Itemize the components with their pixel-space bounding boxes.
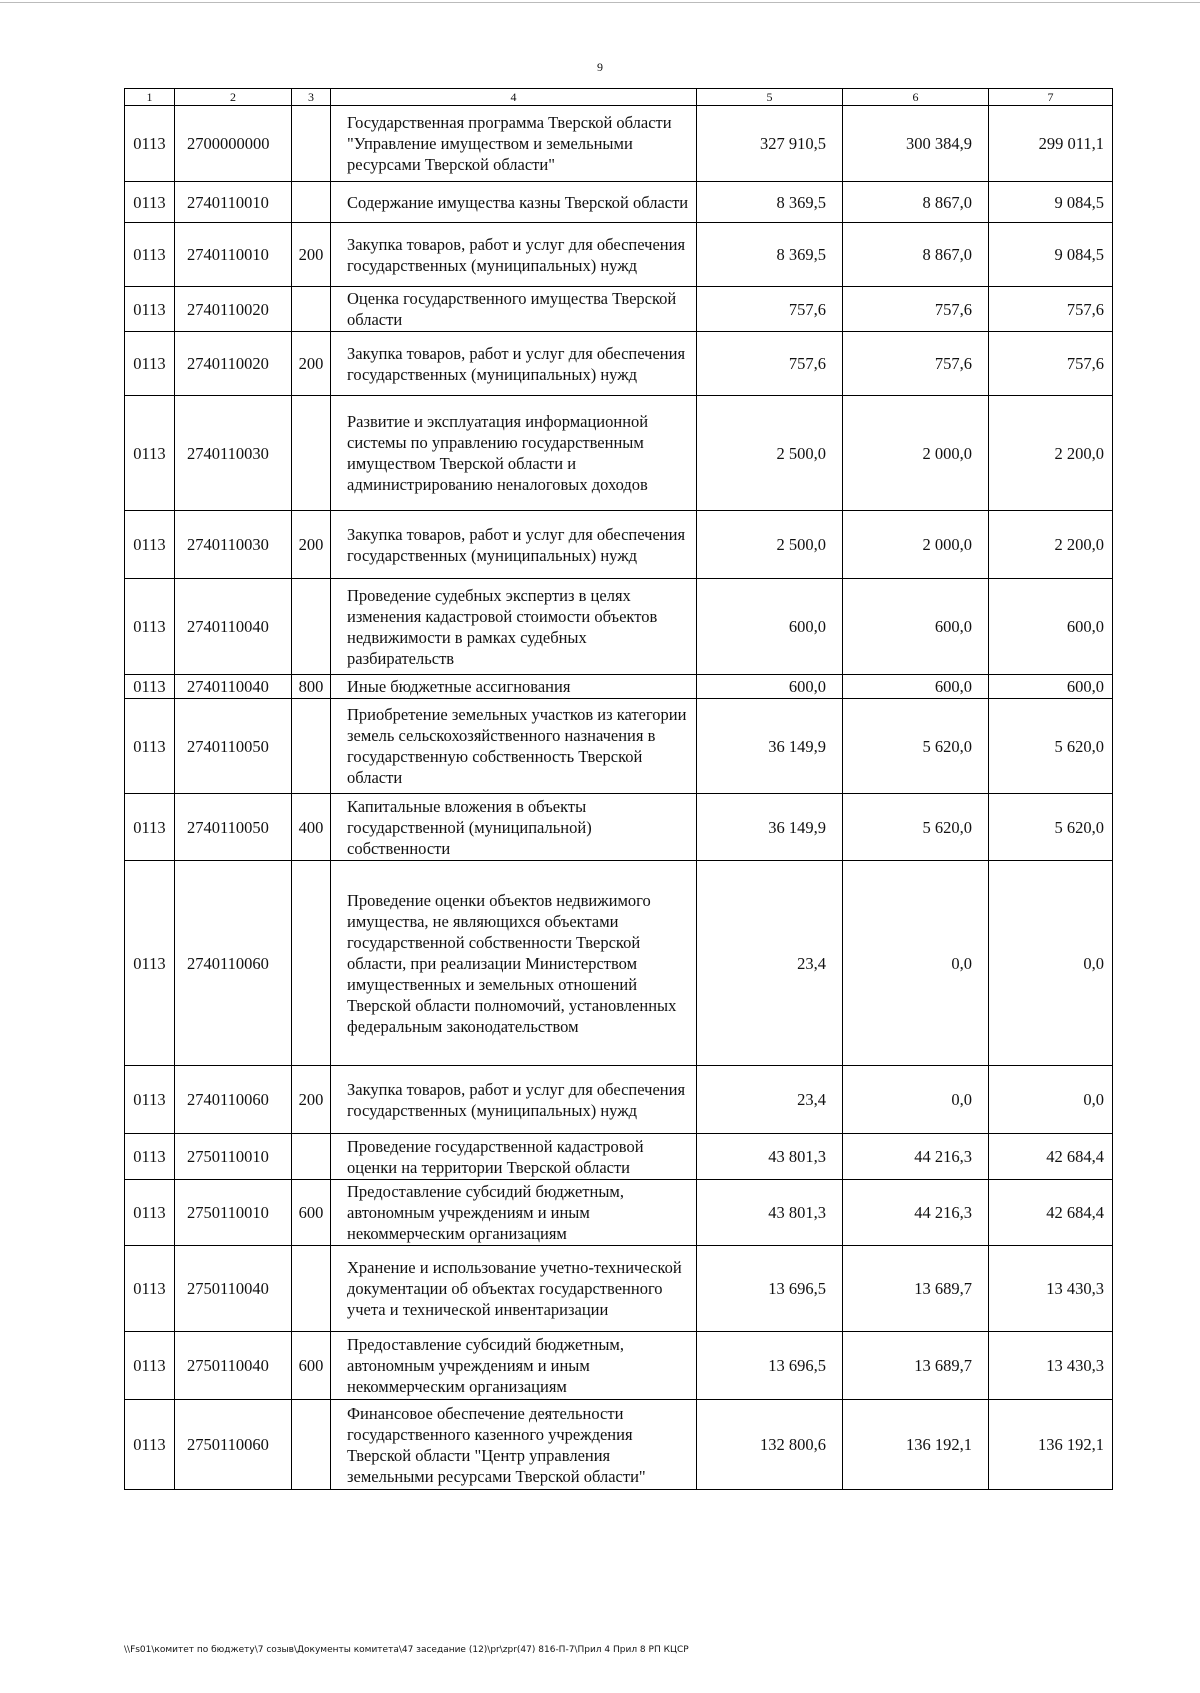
header-cell: 3 [292,89,331,106]
value-cell-5: 132 800,6 [697,1400,843,1490]
value-cell-7: 5 620,0 [989,794,1113,861]
name-cell: Закупка товаров, работ и услуг для обеспечения государственных (муниципальных) нужд [331,223,697,287]
section-cell: 0113 [125,511,175,579]
code-cell: 2750110010 [175,1134,292,1180]
value-cell-6: 2 000,0 [843,396,989,511]
code-cell: 2740110030 [175,511,292,579]
value-cell-7: 0,0 [989,861,1113,1066]
name-cell: Государственная программа Тверской области "Управление имуществом и земельными ресурсами Тверской области" [331,106,697,182]
expense-type-cell: 600 [292,1332,331,1400]
value-cell-5: 600,0 [697,579,843,675]
value-cell-5: 327 910,5 [697,106,843,182]
table-row [125,1332,1113,1400]
table-row [125,861,1113,1066]
value-cell-5: 13 696,5 [697,1332,843,1400]
code-cell: 2740110050 [175,794,292,861]
value-cell-7: 299 011,1 [989,106,1113,182]
expense-type-cell [292,396,331,511]
value-cell-6: 13 689,7 [843,1246,989,1332]
name-cell: Содержание имущества казны Тверской области [331,182,697,223]
name-cell: Проведение государственной кадастровой оценки на территории Тверской области [331,1134,697,1180]
value-cell-6: 0,0 [843,861,989,1066]
value-cell-7: 42 684,4 [989,1180,1113,1246]
expense-type-cell [292,861,331,1066]
expense-type-cell: 200 [292,332,331,396]
value-cell-7: 13 430,3 [989,1332,1113,1400]
section-cell: 0113 [125,861,175,1066]
section-cell: 0113 [125,794,175,861]
value-cell-5: 757,6 [697,287,843,332]
code-cell: 2750110060 [175,1400,292,1490]
header-cell: 2 [175,89,292,106]
value-cell-5: 8 369,5 [697,182,843,223]
value-cell-7: 136 192,1 [989,1400,1113,1490]
code-cell: 2750110040 [175,1246,292,1332]
value-cell-6: 2 000,0 [843,511,989,579]
value-cell-7: 9 084,5 [989,223,1113,287]
code-cell: 2740110040 [175,579,292,675]
name-cell: Финансовое обеспечение деятельности государственного казенного учреждения Тверской области "Центр управления земельными ресурсами Тверской области" [331,1400,697,1490]
section-cell: 0113 [125,1332,175,1400]
table-row [125,1180,1113,1246]
code-cell: 2740110010 [175,182,292,223]
name-cell: Приобретение земельных участков из категории земель сельскохозяйственного назначения в государственную собственность Тверской области [331,699,697,794]
table-row [125,699,1113,794]
expense-type-cell [292,699,331,794]
table-row [125,223,1113,287]
value-cell-6: 136 192,1 [843,1400,989,1490]
expense-type-cell [292,106,331,182]
table-row [125,287,1113,332]
expense-type-cell [292,579,331,675]
code-cell: 2740110050 [175,699,292,794]
code-cell: 2750110040 [175,1332,292,1400]
code-cell: 2740110010 [175,223,292,287]
name-cell: Оценка государственного имущества Тверской области [331,287,697,332]
section-cell: 0113 [125,1400,175,1490]
value-cell-6: 8 867,0 [843,182,989,223]
header-row [125,89,1113,106]
value-cell-5: 2 500,0 [697,511,843,579]
table-row [125,675,1113,699]
section-cell: 0113 [125,579,175,675]
value-cell-6: 44 216,3 [843,1134,989,1180]
table-row [125,332,1113,396]
header-cell: 5 [697,89,843,106]
header-cell: 4 [331,89,697,106]
expense-type-cell [292,1134,331,1180]
section-cell: 0113 [125,1066,175,1134]
value-cell-5: 36 149,9 [697,794,843,861]
expense-type-cell: 600 [292,1180,331,1246]
section-cell: 0113 [125,332,175,396]
expense-type-cell: 800 [292,675,331,699]
scan-top-edge [0,2,1200,3]
section-cell: 0113 [125,396,175,511]
header-cell: 7 [989,89,1113,106]
value-cell-6: 600,0 [843,675,989,699]
header-cell: 1 [125,89,175,106]
value-cell-6: 757,6 [843,287,989,332]
table-row [125,182,1113,223]
name-cell: Хранение и использование учетно-технической документации об объектах государственного учета и технической инвентаризации [331,1246,697,1332]
budget-table [124,88,1113,1490]
code-cell: 2740110030 [175,396,292,511]
code-cell: 2750110010 [175,1180,292,1246]
code-cell: 2740110040 [175,675,292,699]
name-cell: Проведение оценки объектов недвижимого имущества, не являющихся объектами государственной собственности Тверской области, при реализации Министерством имущественных и земельных отношений Тверской области полномочий, установленных федеральным законодательством [331,861,697,1066]
name-cell: Капитальные вложения в объекты государственной (муниципальной) собственности [331,794,697,861]
value-cell-6: 600,0 [843,579,989,675]
value-cell-6: 5 620,0 [843,794,989,861]
value-cell-7: 757,6 [989,332,1113,396]
value-cell-5: 8 369,5 [697,223,843,287]
table-row [125,794,1113,861]
value-cell-5: 23,4 [697,861,843,1066]
table-row [125,511,1113,579]
value-cell-5: 757,6 [697,332,843,396]
section-cell: 0113 [125,106,175,182]
value-cell-6: 5 620,0 [843,699,989,794]
value-cell-7: 5 620,0 [989,699,1113,794]
expense-type-cell [292,287,331,332]
value-cell-7: 600,0 [989,675,1113,699]
section-cell: 0113 [125,675,175,699]
value-cell-5: 43 801,3 [697,1134,843,1180]
name-cell: Предоставление субсидий бюджетным, автономным учреждениям и иным некоммерческим организациям [331,1180,697,1246]
code-cell: 2740110020 [175,332,292,396]
table-row [125,579,1113,675]
footer-file-path: \\Fs01\комитет по бюджету\7 созыв\Документы комитета\47 заседание (12)\pr\zpr(47) 816-П-7\Прил 4 Прил 8 РП КЦСР [124,1645,689,1655]
value-cell-6: 0,0 [843,1066,989,1134]
table-row [125,106,1113,182]
table-row [125,1134,1113,1180]
name-cell: Развитие и эксплуатация информационной системы по управлению государственным имуществом Тверской области и администрированию неналоговых доходов [331,396,697,511]
section-cell: 0113 [125,287,175,332]
value-cell-5: 23,4 [697,1066,843,1134]
value-cell-5: 13 696,5 [697,1246,843,1332]
table-row [125,1066,1113,1134]
name-cell: Иные бюджетные ассигнования [331,675,697,699]
page-number: 9 [597,60,603,74]
expense-type-cell: 200 [292,223,331,287]
value-cell-5: 36 149,9 [697,699,843,794]
value-cell-6: 13 689,7 [843,1332,989,1400]
value-cell-7: 2 200,0 [989,396,1113,511]
table-row [125,1246,1113,1332]
value-cell-7: 600,0 [989,579,1113,675]
value-cell-6: 44 216,3 [843,1180,989,1246]
table-row [125,396,1113,511]
header-cell: 6 [843,89,989,106]
value-cell-7: 757,6 [989,287,1113,332]
section-cell: 0113 [125,223,175,287]
code-cell: 2740110060 [175,1066,292,1134]
value-cell-5: 43 801,3 [697,1180,843,1246]
name-cell: Закупка товаров, работ и услуг для обеспечения государственных (муниципальных) нужд [331,332,697,396]
value-cell-6: 8 867,0 [843,223,989,287]
section-cell: 0113 [125,1180,175,1246]
expense-type-cell [292,1400,331,1490]
value-cell-6: 300 384,9 [843,106,989,182]
value-cell-6: 757,6 [843,332,989,396]
name-cell: Закупка товаров, работ и услуг для обеспечения государственных (муниципальных) нужд [331,511,697,579]
name-cell: Закупка товаров, работ и услуг для обеспечения государственных (муниципальных) нужд [331,1066,697,1134]
code-cell: 2740110060 [175,861,292,1066]
section-cell: 0113 [125,182,175,223]
value-cell-7: 0,0 [989,1066,1113,1134]
expense-type-cell: 200 [292,1066,331,1134]
section-cell: 0113 [125,699,175,794]
expense-type-cell [292,182,331,223]
expense-type-cell [292,1246,331,1332]
section-cell: 0113 [125,1246,175,1332]
value-cell-5: 600,0 [697,675,843,699]
table-row [125,1400,1113,1490]
code-cell: 2740110020 [175,287,292,332]
code-cell: 2700000000 [175,106,292,182]
expense-type-cell: 400 [292,794,331,861]
value-cell-5: 2 500,0 [697,396,843,511]
value-cell-7: 13 430,3 [989,1246,1113,1332]
section-cell: 0113 [125,1134,175,1180]
value-cell-7: 42 684,4 [989,1134,1113,1180]
value-cell-7: 2 200,0 [989,511,1113,579]
name-cell: Проведение судебных экспертиз в целях изменения кадастровой стоимости объектов недвижимости в рамках судебных разбирательств [331,579,697,675]
value-cell-7: 9 084,5 [989,182,1113,223]
expense-type-cell: 200 [292,511,331,579]
name-cell: Предоставление субсидий бюджетным, автономным учреждениям и иным некоммерческим организациям [331,1332,697,1400]
